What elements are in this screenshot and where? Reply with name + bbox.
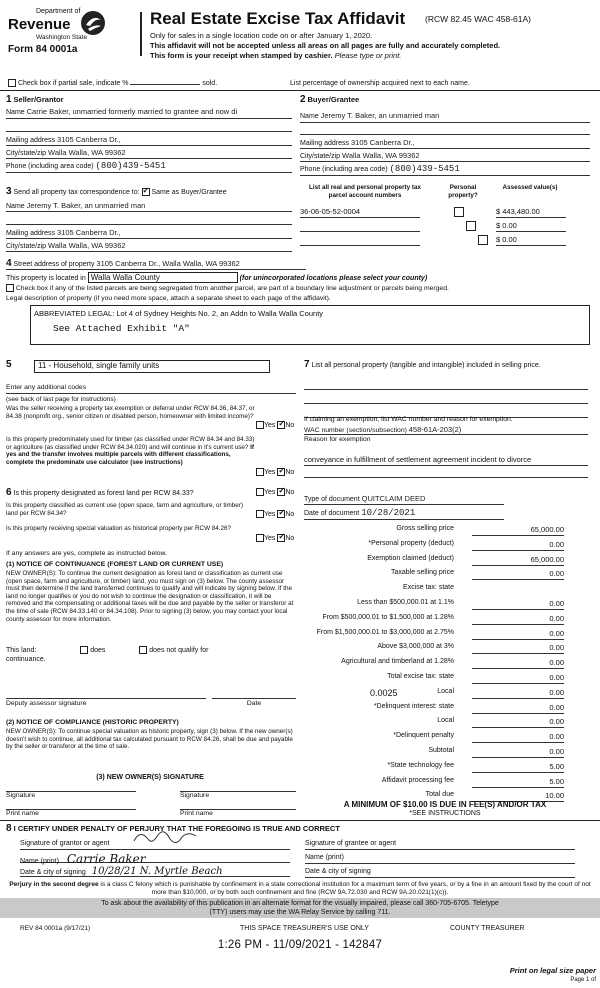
calc-row-label: Gross selling price [396, 525, 454, 532]
if-yes-note: If any answers are yes, complete as instructed below. [6, 550, 167, 557]
owner-signature-line-2[interactable]: Signature [180, 791, 296, 799]
deputy-signature-line[interactable]: Deputy assessor signature [6, 698, 206, 707]
legal-paper-note: Print on legal size paper [509, 966, 596, 975]
segregated-row: Check box if any of the listed parcels are being segregated from another parcel, are part of a boundary line adjustment or parcels being merged. [6, 284, 449, 292]
legal-description-label: Legal description of property (if you need more space, attach a separate sheet to each page of the affidavit). [6, 295, 331, 302]
calc-row-value[interactable]: 0.00 [472, 658, 564, 669]
notice-compliance-body: NEW OWNER(S): To continue special valuation as historic property, sign (3) below. If the new owner(s) doesn't wish to continue, all additional tax calculated pursuant to RCW 84.26, shall be due and payable by the seller or transferor at the time of sale. [6, 728, 293, 751]
q5-yes-checkbox[interactable] [256, 534, 264, 542]
seller-name-field[interactable]: Name Carrie Baker, unmarried formerly married to grantee and now di [6, 107, 292, 119]
county-treasurer-label: COUNTY TREASURER [450, 925, 525, 932]
calc-row-value[interactable]: 0.00 [472, 540, 564, 551]
historic-question: Is this property receiving special valuation as historical property per RCW 84.26? [6, 525, 232, 532]
calc-row-value[interactable]: 65,000.00 [472, 525, 564, 536]
located-in-row: This property is located in Walla Walla County (for unincorporated locations please select your county) [6, 273, 428, 282]
calc-row-label: *State technology fee [387, 761, 454, 769]
grantee-signature-field[interactable]: Signature of grantee or agent [305, 840, 575, 850]
buyer-name-field[interactable]: Name Jeremy T. Baker, an unmarried man [300, 111, 590, 123]
exemption-question: Was the seller receiving a property tax exemption or deferral under RCW 84.36, 84.37, or 84.38 (nonprofit org., senior citizen or disabled person, homeowner with limited income)? [6, 405, 255, 420]
calc-row-value[interactable]: 0.00 [472, 629, 564, 640]
correspondence-mailing-field[interactable]: Mailing address 3105 Canberra Dr., [6, 228, 292, 239]
section5-number: 5 [6, 359, 12, 370]
owner-print-name-1[interactable]: Print name [6, 809, 136, 817]
calc-row-label: *Delinquent penalty [393, 732, 454, 740]
correspondence-row: 3 Send all property tax correspondence to: ✓ Same as Buyer/Grantee [6, 186, 227, 197]
personal-property-checkbox-2[interactable] [466, 221, 476, 231]
grantee-date-field[interactable]: Date & city of signing [305, 868, 575, 878]
q5-no-checkbox[interactable] [277, 534, 285, 542]
header-line-3: This form is your receipt when stamped by cashier. Please type or print. [150, 51, 402, 60]
calc-row-value[interactable]: 0.00 [472, 717, 564, 728]
legal-line-1: ABBREVIATED LEGAL: Lot 4 of Sydney Heights No. 2, an Addn to Walla Walla County [34, 309, 324, 318]
personal-property-checkbox-3[interactable] [478, 235, 488, 245]
calc-row [300, 629, 564, 641]
seller-mailing-field[interactable]: Mailing address 3105 Canberra Dr., [6, 135, 292, 146]
calc-row [300, 569, 564, 581]
segregated-checkbox[interactable] [6, 284, 14, 292]
document-date-field[interactable]: Date of document 10/28/2021 [304, 508, 504, 520]
certify-statement: 8 I CERTIFY UNDER PENALTY OF PERJURY THAT THE FOREGOING IS TRUE AND CORRECT [6, 823, 340, 834]
parcel-numbers-header: List all real and personal property tax parcel account numbers [309, 184, 421, 199]
reason-field[interactable]: conveyance in fulfillment of settlement agreement incident to divorce [304, 455, 588, 466]
notice-compliance-title: (2) NOTICE OF COMPLIANCE (HISTORIC PROPERTY) [6, 719, 179, 726]
header-line-2: This affidavit will not be accepted unless all areas on all pages are fully and accurately completed. [150, 41, 501, 50]
buyer-phone-field[interactable]: Phone (including area code) (800)439-5451 [300, 164, 590, 176]
correspondence-city-field[interactable]: City/state/zip Walla Walla, WA 99362 [6, 241, 292, 252]
parcel-number-3[interactable] [300, 235, 420, 246]
calc-row-value[interactable]: 0.00 [472, 732, 564, 743]
grantor-signature-scrawl [130, 827, 200, 849]
partial-sale-row: Check box if partial sale, indicate % sold. [8, 79, 217, 87]
perjury-notice: Perjury in the second degree is a class C felony which is punishable by confinement in a state correctional institution for a maximum term of five years, or by a fine in an amount fixed by the court of not more than $10,000, or by both such confinement and fine (RCW 9A.72.030 and RCW 9A.20.021(1)(c)). [9, 881, 591, 896]
street-address-field[interactable]: 4 Street address of property 3105 Canberra Dr., Walla Walla, WA 99362 [6, 258, 306, 270]
grantor-signature-field[interactable]: Signature of grantor or agent [20, 840, 290, 850]
current-use-question: Is this property classified as current use (open space, farm and agriculture, or timber) land per RCW 84.34? [6, 502, 243, 517]
calc-row [300, 762, 564, 774]
legal-description-box[interactable] [30, 305, 590, 345]
see-back-note: (see back of last page for instructions) [6, 396, 116, 403]
calc-row-value[interactable]: 0.00 [472, 703, 564, 714]
calc-row-value[interactable] [472, 584, 564, 595]
calc-row-value[interactable]: 65,000.00 [472, 555, 564, 566]
q4-yes-checkbox[interactable] [256, 510, 264, 518]
calc-row-value[interactable]: 0.00 [472, 614, 564, 625]
seller-city-field[interactable]: City/state/zip Walla Walla, WA 99362 [6, 148, 292, 159]
calc-row [300, 703, 564, 715]
calc-row-value[interactable]: 10.00 [472, 791, 564, 802]
treasurer-stamp: 1:26 PM - 11/09/2021 - 142847 [217, 939, 383, 951]
assessed-value-1[interactable]: $ 443,480.00 [496, 207, 566, 218]
calc-row-value[interactable]: 0.00 [472, 688, 564, 699]
continuance-label: continuance. [6, 656, 46, 663]
reason-label: Reason for exemption [304, 436, 371, 443]
calc-row-label: Local [437, 717, 454, 725]
local-rate: 0.0025 [370, 688, 398, 698]
calc-row-label: Taxable selling price [390, 569, 454, 577]
revenue-logo [6, 6, 126, 60]
parcel-number-1[interactable]: 36-06-05-52-0004 [300, 207, 420, 218]
assessed-value-2[interactable]: $ 0.00 [496, 221, 566, 232]
q1-no-checkbox[interactable] [277, 421, 285, 429]
this-land-row: This land: does does not qualify for [6, 646, 209, 654]
additional-codes-field[interactable]: Enter any additional codes [6, 384, 296, 394]
same-as-buyer-checkbox[interactable] [142, 188, 150, 196]
calc-row-label: *Personal property (deduct) [368, 539, 454, 547]
calc-row-value[interactable]: 0.00 [472, 747, 564, 758]
calc-row [300, 614, 564, 626]
calc-row-label: Agricultural and timberland at 1.28% [341, 658, 454, 666]
q1-yes-checkbox[interactable] [256, 421, 264, 429]
does-not-qualify-checkbox[interactable] [139, 646, 147, 654]
notice-continuance-title: (1) NOTICE OF CONTINUANCE (FOREST LAND OR CURRENT USE) [6, 561, 224, 568]
calc-row-label: Excise tax: state [403, 584, 454, 592]
calc-row [300, 717, 564, 729]
calc-row-label: From $1,500,000.01 to $3,000,000 at 2.75% [316, 628, 454, 636]
partial-sale-checkbox[interactable] [8, 79, 16, 87]
calc-row-label: *Delinquent interest: state [373, 702, 454, 710]
alternate-format-banner: To ask about the availability of this publication in an alternate format for the visually impaired, please call 360-705-6705. Teletype (TTY) users may use the WA Relay Service by calling 711. [0, 898, 600, 918]
form-id: Form 84 0001a [8, 44, 78, 55]
wac-number-field[interactable]: WAC number (section/subsection) 458-61A-203(2) [304, 425, 588, 435]
notice-continuance-body: NEW OWNER(S): To continue the current designation as forest land or classification as current use (open space, farm and agriculture, or timber) land, you must sign on (3) below. The county assessor must then determine if the land transferred continues to qualify and will indicate by signing below. If the land no longer qualifies or you do not wish to continue the designation or classification, it will be removed and the compensating or additional taxes will be due and payable by the seller or transferor at the time of sale (RCW 84.33.140 or 84.34.108). Prior to signing (3) below, you may contact your local county assessor for more information. [6, 570, 294, 623]
forest-land-question: 6 Is this property designated as forest land per RCW 84.33? [6, 487, 194, 498]
treasurer-use-label: THIS SPACE TREASURER'S USE ONLY [240, 925, 369, 932]
deputy-date-line[interactable]: Date [212, 698, 296, 707]
document-type-field[interactable]: Type of document QUITCLAIM DEED [304, 494, 504, 505]
grantor-name-field[interactable]: Name (print) Carrie Baker [20, 852, 290, 863]
calc-row-value[interactable]: 0.00 [472, 673, 564, 684]
calc-row-value[interactable]: 5.00 [472, 777, 564, 788]
does-qualify-checkbox[interactable] [80, 646, 88, 654]
calc-row-value[interactable]: 0.00 [472, 599, 564, 610]
assessed-value-header: Assessed value(s) [502, 184, 558, 191]
page-number: Page 1 of [570, 977, 596, 983]
header-divider [140, 12, 142, 56]
calc-row [300, 540, 564, 552]
calc-row-label: Less than $500,000.01 at 1.1% [357, 599, 454, 606]
calc-row [300, 688, 564, 700]
q3-no-checkbox[interactable] [277, 488, 285, 496]
county-select[interactable]: Walla Walla County [88, 272, 238, 283]
q2-yes-checkbox[interactable] [256, 468, 264, 476]
land-use-code-select[interactable]: 11 - Household, single family units [34, 360, 270, 373]
parcel-number-2[interactable] [300, 221, 420, 232]
calc-row-label: Subtotal [428, 747, 454, 754]
calc-row-label: Affidavit processing fee [381, 776, 454, 784]
calc-row-label: Above $3,000,000 at 3% [377, 643, 454, 651]
header-line-1: Only for sales in a single location code on or after January 1, 2020. [150, 31, 373, 40]
calc-row [300, 658, 564, 670]
see-instructions-note: *SEE INSTRUCTIONS [409, 810, 481, 817]
q4-no-checkbox[interactable] [277, 510, 285, 518]
calc-row [300, 555, 564, 567]
agency-name: Revenue [8, 16, 71, 33]
personal-property-checkbox-1[interactable] [454, 207, 464, 217]
grantor-handwritten-name: Carrie Baker [66, 852, 146, 866]
calc-row [300, 643, 564, 655]
grantee-name-field[interactable]: Name (print) [305, 854, 575, 864]
calc-row [300, 584, 564, 596]
buyer-city-field[interactable]: City/state/zip Walla Walla, WA 99362 [300, 151, 590, 162]
calc-row-label: Total excise tax: state [387, 673, 454, 680]
q3-yes-checkbox[interactable] [256, 488, 264, 496]
assessed-value-3[interactable]: $ 0.00 [496, 235, 566, 246]
seller-phone-field[interactable]: Phone (including area code) (800)439-5451 [6, 161, 292, 173]
correspondence-name-field[interactable]: Name Jeremy T. Baker, an unmarried man [6, 201, 292, 212]
new-owner-signature-title: (3) NEW OWNER(S) SIGNATURE [96, 774, 204, 781]
minimum-due-note: A MINIMUM OF $10.00 IS DUE IN FEE(S) AND/OR TAX [343, 800, 547, 809]
owner-print-name-2[interactable]: Print name [180, 809, 296, 817]
calc-row [300, 599, 564, 611]
calc-row-label: Exemption claimed (deduct) [367, 554, 454, 562]
grantor-handwritten-date: 10/28/21 N. Myrtle Beach [91, 866, 223, 877]
ownership-note: List percentage of ownership acquired next to each name. [290, 80, 470, 87]
personal-property-text: 7 List all personal property (tangible and intangible) included in selling price. [304, 359, 541, 370]
buyer-heading: 2 Buyer/Grantee [300, 94, 360, 105]
calc-row [300, 777, 564, 789]
state-label: Washington State [36, 34, 88, 41]
buyer-mailing-field[interactable]: Mailing address 3105 Canberra Dr., [300, 138, 590, 149]
calc-row-label: Local [437, 687, 454, 695]
department-label: Department of [36, 8, 81, 15]
grantor-date-field[interactable]: Date & city of signing 10/28/21 N. Myrtle Beach [20, 866, 290, 877]
calc-row-label: From $500,000.01 to $1,500,000 at 1.28% [322, 613, 454, 621]
form-rcw: (RCW 82.45 WAC 458-61A) [425, 14, 531, 24]
q2-no-checkbox[interactable] [277, 468, 285, 476]
calc-row [300, 525, 564, 537]
calc-row [300, 732, 564, 744]
calc-row [300, 747, 564, 759]
legal-line-2: See Attached Exhibit "A" [53, 323, 190, 334]
form-title: Real Estate Excise Tax Affidavit [150, 9, 406, 28]
revision-label: REV 84 0001a (9/17/21) [20, 925, 91, 932]
exemption-instruction: If claiming an exemption, list WAC number and reason for exemption. [304, 416, 513, 423]
personal-property-header: Personal property? [448, 184, 478, 199]
calc-row-value[interactable]: 0.00 [472, 569, 564, 580]
timber-question: Is this property predominately used for timber (as classified under RCW 84.34 and 84.33) or agriculture (as classified under RCW 84.34.020) and will continue in it's current use? If yes and the transfer involves multiple parcels with different classifications, complete the predominate use calculator (see instructions) [6, 436, 255, 466]
calc-row-value[interactable]: 5.00 [472, 762, 564, 773]
owner-signature-line-1[interactable]: Signature [6, 791, 136, 799]
calc-row-value[interactable]: 0.00 [472, 643, 564, 654]
seller-heading: 1 Seller/Grantor [6, 94, 64, 105]
calc-row [300, 673, 564, 685]
calc-row-label: Total due [425, 791, 454, 799]
revenue-swirl-icon [80, 10, 106, 36]
